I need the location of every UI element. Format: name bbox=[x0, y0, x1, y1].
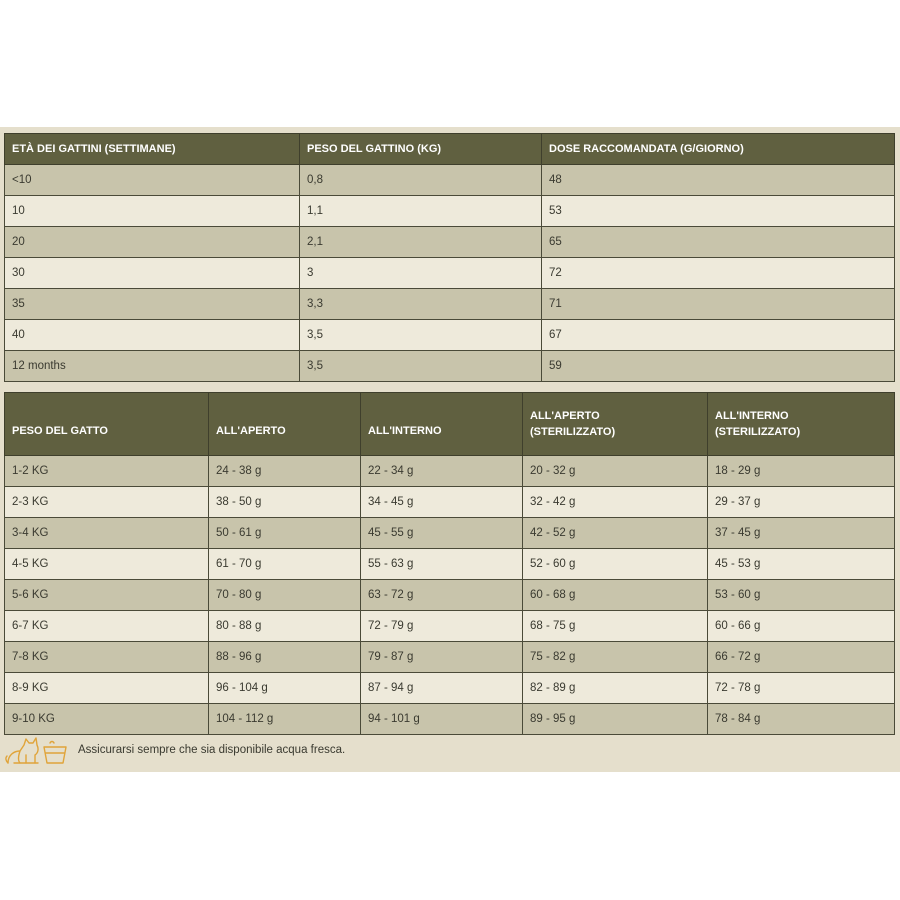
kitten-table-row bbox=[5, 320, 895, 351]
table-cell: 24 - 38 g bbox=[209, 456, 361, 487]
table-cell: 52 - 60 g bbox=[523, 549, 708, 580]
kitten-table-row bbox=[5, 351, 895, 382]
kitten-table-row bbox=[5, 165, 895, 196]
table-cell: 8-9 KG bbox=[5, 673, 209, 704]
table-cell: 20 - 32 g bbox=[523, 456, 708, 487]
table-cell: 48 bbox=[542, 165, 895, 196]
table-cell: 12 months bbox=[5, 351, 300, 382]
cat-feeding-table bbox=[4, 392, 895, 735]
table-cell: 38 - 50 g bbox=[209, 487, 361, 518]
table-cell: 3,5 bbox=[300, 351, 542, 382]
table-cell: 60 - 66 g bbox=[708, 611, 895, 642]
table-cell: 9-10 KG bbox=[5, 704, 209, 735]
feeding-guide-panel bbox=[0, 127, 900, 772]
table-cell: 59 bbox=[542, 351, 895, 382]
table-cell: 3-4 KG bbox=[5, 518, 209, 549]
table-cell: 68 - 75 g bbox=[523, 611, 708, 642]
table-cell: 104 - 112 g bbox=[209, 704, 361, 735]
table-cell: 96 - 104 g bbox=[209, 673, 361, 704]
table-cell: 60 - 68 g bbox=[523, 580, 708, 611]
header-outdoor-sterilized: ALL'APERTO (STERILIZZATO) bbox=[523, 393, 708, 456]
table-cell: 71 bbox=[542, 289, 895, 320]
table-cell: 29 - 37 g bbox=[708, 487, 895, 518]
table-cell: 1,1 bbox=[300, 196, 542, 227]
cat-table-row bbox=[5, 611, 895, 642]
cat-table-row bbox=[5, 456, 895, 487]
table-cell: 3,5 bbox=[300, 320, 542, 351]
table-cell: 1-2 KG bbox=[5, 456, 209, 487]
table-cell: 30 bbox=[5, 258, 300, 289]
table-cell: 82 - 89 g bbox=[523, 673, 708, 704]
table-header-row bbox=[5, 393, 895, 456]
cat-table-row bbox=[5, 549, 895, 580]
table-cell: 66 - 72 g bbox=[708, 642, 895, 673]
kitten-table-row bbox=[5, 289, 895, 320]
table-cell: 20 bbox=[5, 227, 300, 258]
table-cell: 45 - 55 g bbox=[361, 518, 523, 549]
table-cell: 53 bbox=[542, 196, 895, 227]
table-cell: 87 - 94 g bbox=[361, 673, 523, 704]
table-cell: 72 - 78 g bbox=[708, 673, 895, 704]
table-cell: 42 - 52 g bbox=[523, 518, 708, 549]
table-cell: 89 - 95 g bbox=[523, 704, 708, 735]
header-outdoor: ALL'APERTO bbox=[209, 393, 361, 456]
table-cell: 40 bbox=[5, 320, 300, 351]
kitten-table-row bbox=[5, 196, 895, 227]
table-cell: 0,8 bbox=[300, 165, 542, 196]
kitten-feeding-table bbox=[4, 133, 895, 382]
table-cell: 10 bbox=[5, 196, 300, 227]
cat-table-row bbox=[5, 673, 895, 704]
table-cell: 63 - 72 g bbox=[361, 580, 523, 611]
table-cell: 75 - 82 g bbox=[523, 642, 708, 673]
table-cell: 70 - 80 g bbox=[209, 580, 361, 611]
kitten-table-row bbox=[5, 227, 895, 258]
table-cell: 35 bbox=[5, 289, 300, 320]
table-cell: 72 bbox=[542, 258, 895, 289]
table-cell: 61 - 70 g bbox=[209, 549, 361, 580]
header-cat-weight: PESO DEL GATTO bbox=[5, 393, 209, 456]
footer-note-text: Assicurarsi sempre che sia disponibile acqua fresca. bbox=[78, 744, 346, 756]
footer-note bbox=[4, 733, 894, 767]
table-cell: 45 - 53 g bbox=[708, 549, 895, 580]
cat-table-row bbox=[5, 642, 895, 673]
table-cell: 37 - 45 g bbox=[708, 518, 895, 549]
header-kitten-age: ETÀ DEI GATTINI (SETTIMANE) bbox=[5, 134, 300, 165]
kitten-table-row bbox=[5, 258, 895, 289]
table-header-row bbox=[5, 134, 895, 165]
table-cell: <10 bbox=[5, 165, 300, 196]
cat-table-row bbox=[5, 487, 895, 518]
cat-table-row bbox=[5, 518, 895, 549]
table-cell: 18 - 29 g bbox=[708, 456, 895, 487]
cat-and-water-bowl-icon bbox=[4, 733, 72, 767]
table-cell: 79 - 87 g bbox=[361, 642, 523, 673]
table-cell: 6-7 KG bbox=[5, 611, 209, 642]
cat-table-row bbox=[5, 704, 895, 735]
table-cell: 3 bbox=[300, 258, 542, 289]
table-cell: 3,3 bbox=[300, 289, 542, 320]
table-cell: 55 - 63 g bbox=[361, 549, 523, 580]
table-cell: 88 - 96 g bbox=[209, 642, 361, 673]
table-cell: 72 - 79 g bbox=[361, 611, 523, 642]
table-cell: 50 - 61 g bbox=[209, 518, 361, 549]
table-cell: 80 - 88 g bbox=[209, 611, 361, 642]
table-cell: 22 - 34 g bbox=[361, 456, 523, 487]
cat-table-row bbox=[5, 580, 895, 611]
table-cell: 32 - 42 g bbox=[523, 487, 708, 518]
table-cell: 34 - 45 g bbox=[361, 487, 523, 518]
table-cell: 7-8 KG bbox=[5, 642, 209, 673]
table-cell: 2-3 KG bbox=[5, 487, 209, 518]
header-indoor-sterilized: ALL'INTERNO (STERILIZZATO) bbox=[708, 393, 895, 456]
table-cell: 65 bbox=[542, 227, 895, 258]
table-cell: 2,1 bbox=[300, 227, 542, 258]
table-cell: 94 - 101 g bbox=[361, 704, 523, 735]
header-recommended-dose: DOSE RACCOMANDATA (G/GIORNO) bbox=[542, 134, 895, 165]
table-cell: 67 bbox=[542, 320, 895, 351]
table-cell: 78 - 84 g bbox=[708, 704, 895, 735]
header-kitten-weight: PESO DEL GATTINO (KG) bbox=[300, 134, 542, 165]
header-indoor: ALL'INTERNO bbox=[361, 393, 523, 456]
table-cell: 5-6 KG bbox=[5, 580, 209, 611]
table-cell: 4-5 KG bbox=[5, 549, 209, 580]
table-cell: 53 - 60 g bbox=[708, 580, 895, 611]
